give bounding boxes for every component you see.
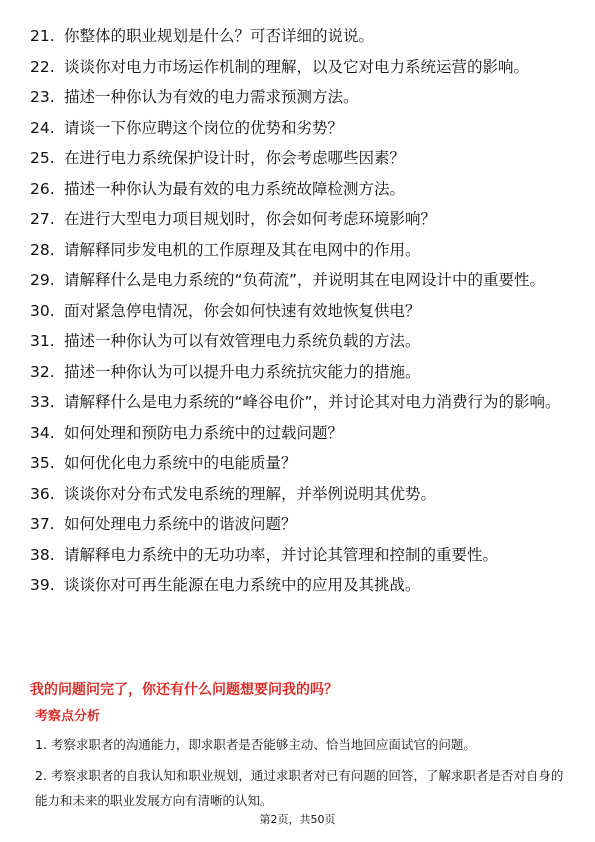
question-text: 在进行电力系统保护设计时，你会考虑哪些因素？	[64, 149, 406, 167]
page-footer: 第2页，共50页	[259, 813, 336, 826]
closing-question-heading: 我的问题问完了，你还有什么问题想要问我的吗？	[30, 682, 338, 698]
question-item	[30, 423, 570, 444]
question-number: 30.	[30, 301, 55, 320]
question-item	[30, 545, 570, 566]
analysis-point: 1. 考察求职者的沟通能力，即求职者是否能够主动、恰当地回应面试官的问题。	[35, 737, 476, 752]
question-item	[30, 331, 570, 352]
question-text: 描述一种你认为有效的电力需求预测方法。	[64, 88, 359, 106]
question-item	[30, 484, 570, 505]
question-number: 32.	[30, 362, 55, 381]
question-item	[30, 240, 570, 261]
question-item	[30, 179, 570, 200]
question-number: 25.	[30, 149, 55, 167]
question-item	[30, 270, 570, 291]
question-text: 请谈一下你应聘这个岗位的优势和劣势？	[64, 118, 344, 137]
question-number: 38.	[30, 545, 55, 564]
question-text: 你整体的职业规划是什么？可否详细的说说。	[64, 27, 375, 45]
question-number: 28.	[30, 240, 55, 259]
question-item	[30, 575, 570, 596]
question-item	[30, 57, 570, 78]
question-number: 24.	[30, 118, 55, 137]
question-item	[30, 301, 570, 322]
question-number: 36.	[30, 484, 55, 503]
question-text: 谈谈你对分布式发电系统的理解，并举例说明其优势。	[64, 484, 437, 503]
question-item	[30, 392, 570, 413]
question-text: 谈谈你对可再生能源在电力系统中的应用及其挑战。	[64, 576, 421, 594]
question-number: 37.	[30, 515, 55, 533]
question-list	[30, 26, 570, 606]
question-number: 33.	[30, 393, 55, 411]
question-text: 请解释同步发电机的工作原理及其在电网中的作用。	[64, 240, 421, 259]
question-item	[30, 453, 570, 474]
question-number: 39.	[30, 576, 55, 594]
question-number: 22.	[30, 57, 55, 76]
question-text: 请解释什么是电力系统的“峰谷电价”，并讨论其对电力消费行为的影响。	[64, 393, 561, 411]
question-item	[30, 26, 570, 47]
question-text: 请解释电力系统中的无功功率，并讨论其管理和控制的重要性。	[64, 545, 499, 564]
question-text: 描述一种你认为最有效的电力系统故障检测方法。	[64, 179, 406, 198]
question-number: 26.	[30, 179, 55, 198]
question-item	[30, 514, 570, 535]
question-item	[30, 362, 570, 383]
question-text: 描述一种你认为可以提升电力系统抗灾能力的措施。	[64, 362, 421, 381]
question-text: 谈谈你对电力市场运作机制的理解，以及它对电力系统运营的影响。	[64, 57, 530, 76]
question-text: 在进行大型电力项目规划时，你会如何考虑环境影响？	[64, 210, 437, 228]
question-number: 29.	[30, 271, 55, 289]
question-number: 31.	[30, 332, 55, 350]
question-number: 21.	[30, 27, 55, 45]
question-text: 如何处理电力系统中的谐波问题？	[64, 515, 297, 533]
question-item	[30, 87, 570, 108]
question-text: 如何处理和预防电力系统中的过载问题？	[64, 423, 344, 442]
question-item	[30, 118, 570, 139]
analysis-point: 2. 考察求职者的自我认知和职业规划，通过求职者对已有问题的回答，了解求职者是否对自身的能力和未来的职业发展方向有清晰的认知。	[35, 768, 564, 808]
question-number: 35.	[30, 454, 55, 472]
question-number: 23.	[30, 88, 55, 106]
question-item	[30, 209, 570, 230]
question-number: 27.	[30, 210, 55, 228]
question-number: 34.	[30, 423, 55, 442]
question-text: 请解释什么是电力系统的“负荷流”，并说明其在电网设计中的重要性。	[64, 271, 546, 289]
question-text: 面对紧急停电情况，你会如何快速有效地恢复供电？	[64, 301, 421, 320]
analysis-heading: 考察点分析	[35, 709, 101, 724]
question-text: 描述一种你认为可以有效管理电力系统负载的方法。	[64, 332, 421, 350]
question-item	[30, 148, 570, 169]
question-text: 如何优化电力系统中的电能质量？	[64, 454, 297, 472]
